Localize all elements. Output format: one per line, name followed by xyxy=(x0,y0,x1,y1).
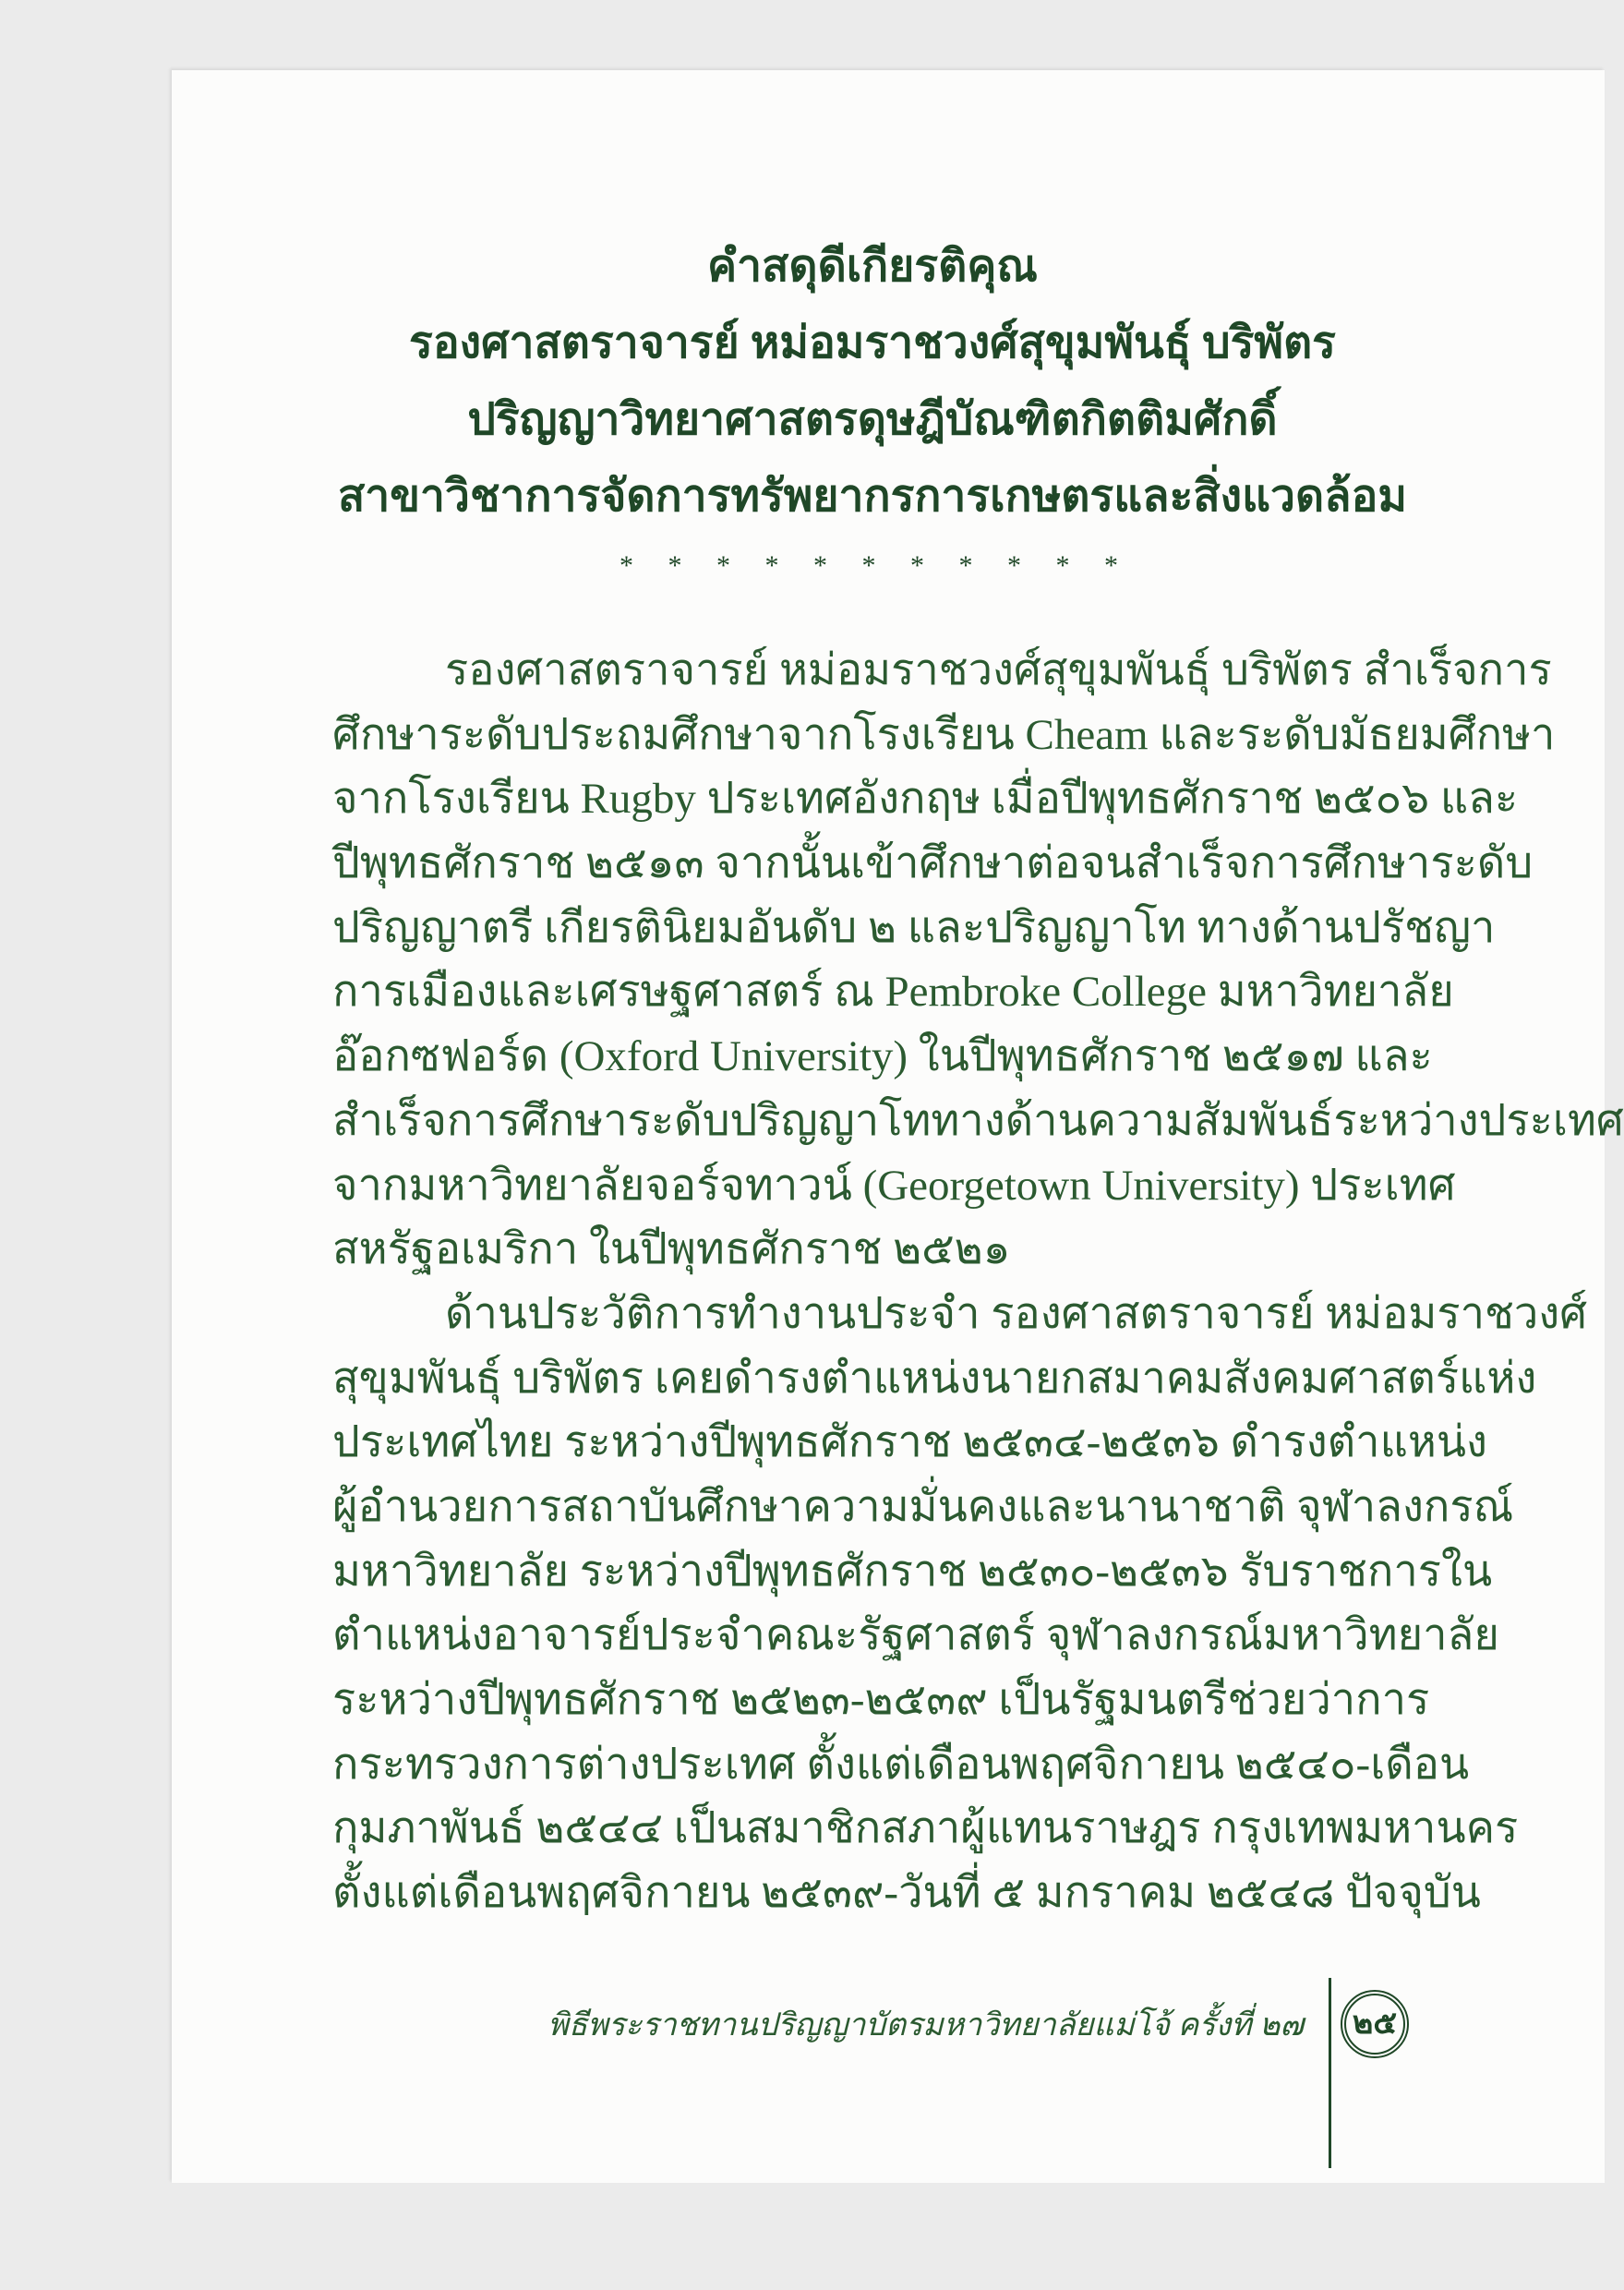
document-page xyxy=(172,70,1624,2183)
body-line: การเมืองและเศรษฐศาสตร์ ณ Pembroke College มหาวิทยาลัย xyxy=(332,968,1454,1017)
body-line: ระหว่างปีพุทธศักราช ๒๕๒๓-๒๕๓๙ เป็นรัฐมนตรีช่วยว่าการ xyxy=(332,1676,1430,1724)
divider-stars: * * * * * * * * * * * xyxy=(620,550,1118,581)
body-line: สหรัฐอเมริกา ในปีพุทธศักราช ๒๕๒๑ xyxy=(332,1225,1011,1274)
title-degree: ปริญญาวิทยาศาสตรดุษฎีบัณฑิตกิตติมศักดิ์ xyxy=(467,395,1278,444)
body-line: จากมหาวิทยาลัยจอร์จทาวน์ (Georgetown University) ประเทศ xyxy=(332,1161,1456,1210)
body-line: อ๊อกซฟอร์ด (Oxford University) ในปีพุทธศักราช ๒๕๑๗ และ xyxy=(332,1032,1433,1081)
body-line: ปีพุทธศักราช ๒๕๑๓ จากนั้นเข้าศึกษาต่อจนสำเร็จการศึกษาระดับ xyxy=(332,839,1534,888)
body-line: สำเร็จการศึกษาระดับปริญญาโททางด้านความสัมพันธ์ระหว่างประเทศ xyxy=(332,1096,1624,1145)
title-honoree-name: รองศาสตราจารย์ หม่อมราชวงศ์สุขุมพันธุ์ บริพัตร xyxy=(409,319,1336,368)
title-heading: คำสดุดีเกียรติคุณ xyxy=(707,242,1038,291)
body-line: ปริญญาตรี เกียรตินิยมอันดับ ๒ และปริญญาโท ทางด้านปรัชญา xyxy=(332,903,1496,952)
body-line: กุมภาพันธ์ ๒๕๔๔ เป็นสมาชิกสภาผู้แทนราษฎร กรุงเทพมหานคร xyxy=(332,1804,1519,1853)
body-line: ผู้อำนวยการสถาบันศึกษาความมั่นคงและนานาชาติ จุฬาลงกรณ์ xyxy=(332,1482,1514,1531)
title-field: สาขาวิชาการจัดการทรัพยากรการเกษตรและสิ่งแวดล้อม xyxy=(337,472,1408,521)
body-line: ศึกษาระดับประถมศึกษาจากโรงเรียน Cheam และระดับมัธยมศึกษา xyxy=(332,710,1556,759)
body-text xyxy=(332,639,1624,1926)
body-line: ตำแหน่งอาจารย์ประจำคณะรัฐศาสตร์ จุฬาลงกรณ์มหาวิทยาลัย xyxy=(332,1611,1499,1660)
title-block xyxy=(319,228,1426,535)
body-line: ตั้งแต่เดือนพฤศจิกายน ๒๕๓๙-วันที่ ๕ มกราคม ๒๕๔๘ ปัจจุบัน xyxy=(332,1869,1481,1918)
body-line: สุขุมพันธุ์ บริพัตร เคยดำรงตำแหน่งนายกสมาคมสังคมศาสตร์แห่ง xyxy=(332,1354,1537,1403)
body-line: กระทรวงการต่างประเทศ ตั้งแต่เดือนพฤศจิกายน ๒๕๔๐-เดือน xyxy=(332,1740,1470,1789)
page-number-badge xyxy=(1341,1990,1409,2058)
body-line: มหาวิทยาลัย ระหว่างปีพุทธศักราช ๒๕๓๐-๒๕๓๖ รับราชการใน xyxy=(332,1547,1493,1596)
page-number: ๒๕ xyxy=(1352,2007,1398,2041)
body-line: รองศาสตราจารย์ หม่อมราชวงศ์สุขุมพันธุ์ บริพัตร สำเร็จการ xyxy=(445,646,1552,694)
footer-rule xyxy=(1329,1978,1331,2168)
body-line: ด้านประวัติการทำงานประจำ รองศาสตราจารย์ หม่อมราชวงศ์ xyxy=(445,1289,1588,1338)
body-line: จากโรงเรียน Rugby ประเทศอังกฤษ เมื่อปีพุทธศักราช ๒๕๐๖ และ xyxy=(332,775,1519,824)
body-line: ประเทศไทย ระหว่างปีพุทธศักราช ๒๕๓๔-๒๕๓๖ ดำรงตำแหน่ง xyxy=(332,1418,1487,1467)
footer-caption: พิธีพระราชทานปริญญาบัตรมหาวิทยาลัยแม่โจ้ ครั้งที่ ๒๗ xyxy=(547,2008,1304,2043)
